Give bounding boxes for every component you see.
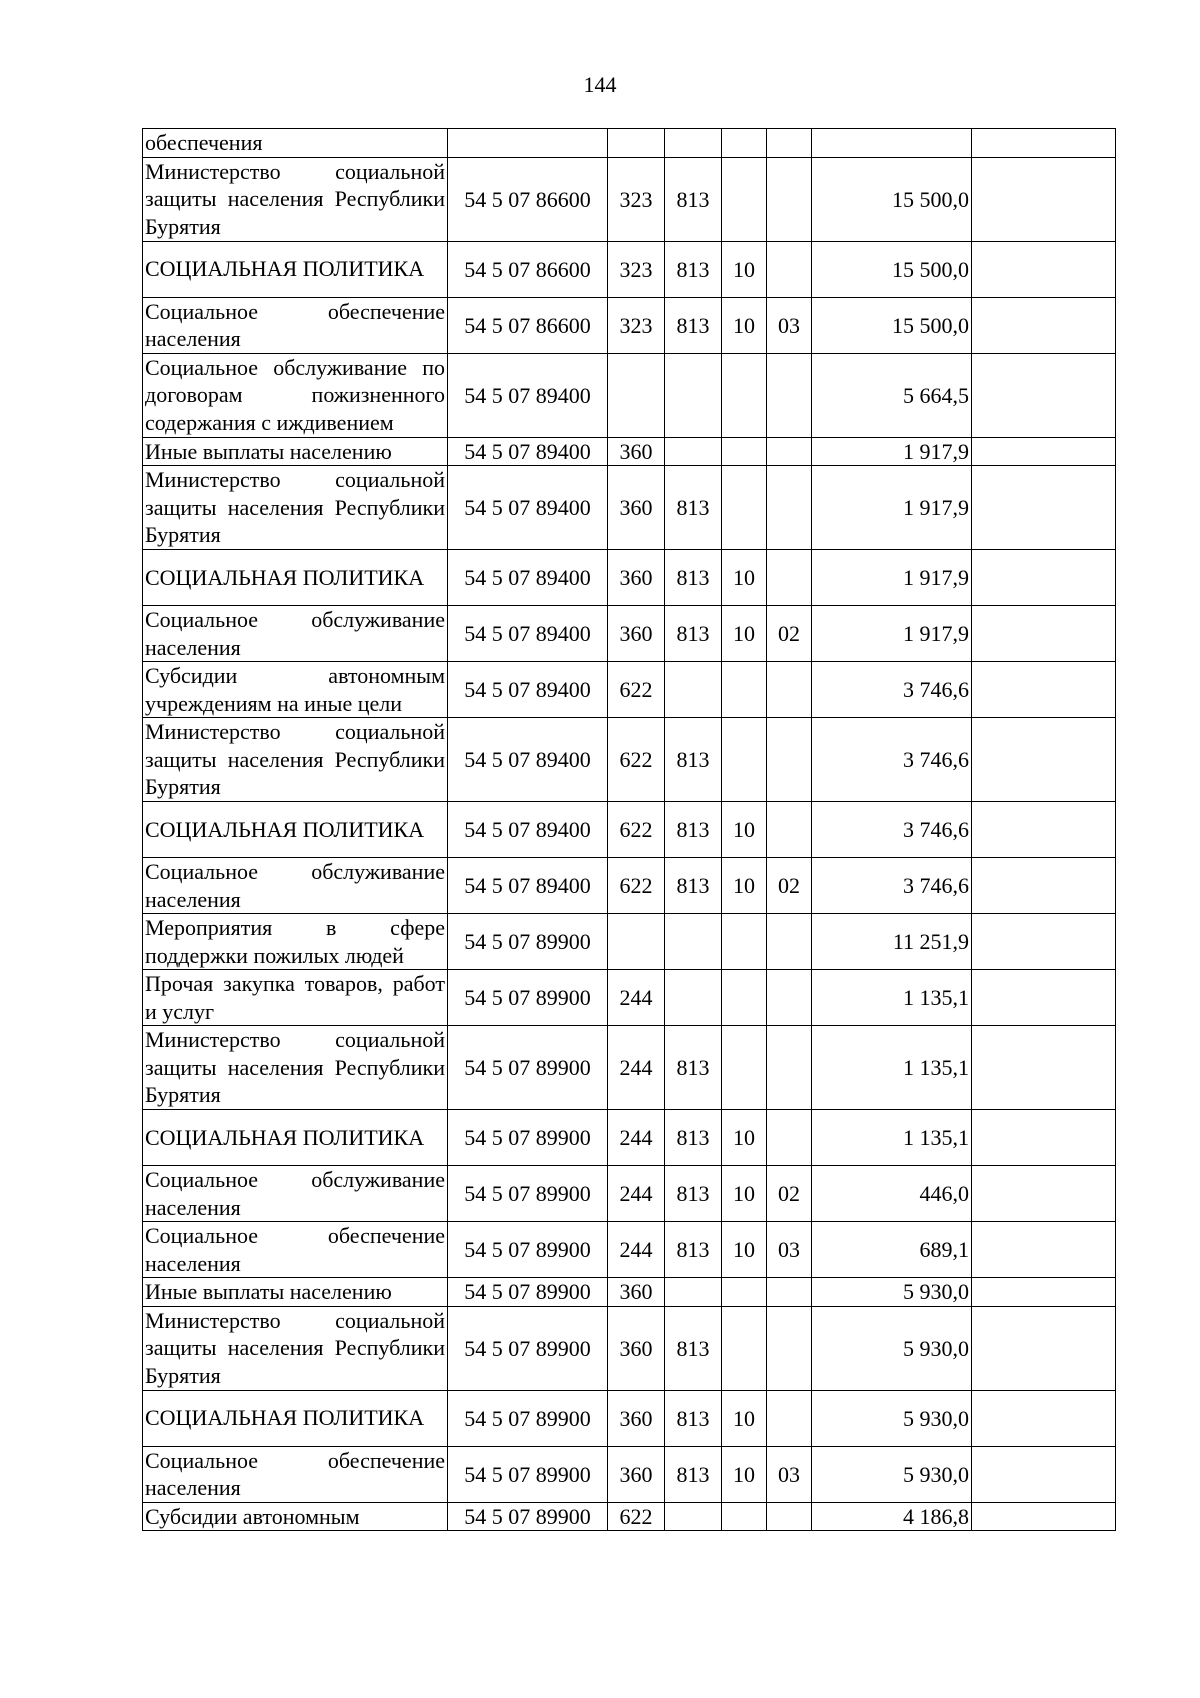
row-ministry-code: 813	[665, 1390, 722, 1446]
row-name: Прочая закупка товаров, работ и услуг	[143, 970, 448, 1026]
row-name: Иные выплаты населению	[143, 1278, 448, 1307]
row-ministry-code	[665, 1278, 722, 1307]
row-section: 10	[722, 802, 767, 858]
row-amount: 446,0	[812, 1166, 972, 1222]
row-subsection	[767, 466, 812, 550]
row-subsection	[767, 129, 812, 158]
row-expense-type: 360	[608, 606, 665, 662]
row-name: Социальное обеспечение населения	[143, 1222, 448, 1278]
row-ministry-code: 813	[665, 606, 722, 662]
row-target-article: 54 5 07 89400	[448, 353, 608, 437]
row-extra	[972, 662, 1116, 718]
row-name: Иные выплаты населению	[143, 437, 448, 466]
row-extra	[972, 550, 1116, 606]
row-extra	[972, 353, 1116, 437]
row-amount: 1 917,9	[812, 466, 972, 550]
row-extra	[972, 129, 1116, 158]
row-expense-type: 244	[608, 1166, 665, 1222]
row-amount: 3 746,6	[812, 858, 972, 914]
row-amount: 5 930,0	[812, 1390, 972, 1446]
table-row	[143, 1390, 1116, 1446]
row-ministry-code: 813	[665, 466, 722, 550]
row-amount	[812, 129, 972, 158]
row-extra	[972, 466, 1116, 550]
row-extra	[972, 858, 1116, 914]
table-row	[143, 1110, 1116, 1166]
row-ministry-code: 813	[665, 1026, 722, 1110]
row-ministry-code	[665, 437, 722, 466]
row-target-article: 54 5 07 89900	[448, 1390, 608, 1446]
row-amount: 5 664,5	[812, 353, 972, 437]
row-amount: 3 746,6	[812, 802, 972, 858]
row-target-article: 54 5 07 89900	[448, 1166, 608, 1222]
row-amount: 1 917,9	[812, 437, 972, 466]
row-name: Социальное обслуживание по договорам пожизненного содержания с иждивением	[143, 353, 448, 437]
table-row	[143, 1222, 1116, 1278]
row-section	[722, 970, 767, 1026]
row-amount: 1 135,1	[812, 1110, 972, 1166]
table-row	[143, 606, 1116, 662]
row-target-article: 54 5 07 89400	[448, 662, 608, 718]
row-amount: 1 135,1	[812, 1026, 972, 1110]
row-section	[722, 1278, 767, 1307]
row-amount: 4 186,8	[812, 1502, 972, 1531]
table-row	[143, 662, 1116, 718]
row-amount: 15 500,0	[812, 157, 972, 241]
table-row	[143, 1278, 1116, 1307]
table-row	[143, 157, 1116, 241]
row-extra	[972, 606, 1116, 662]
row-expense-type: 360	[608, 437, 665, 466]
row-ministry-code: 813	[665, 241, 722, 297]
row-section	[722, 157, 767, 241]
table-body	[143, 129, 1116, 1531]
row-expense-type: 622	[608, 802, 665, 858]
row-ministry-code: 813	[665, 1306, 722, 1390]
row-name: Социальное обеспечение населения	[143, 1446, 448, 1502]
row-subsection	[767, 437, 812, 466]
row-expense-type: 622	[608, 858, 665, 914]
row-expense-type: 360	[608, 466, 665, 550]
row-name: Министерство социальной защиты населения Республики Бурятия	[143, 466, 448, 550]
row-section: 10	[722, 1390, 767, 1446]
row-expense-type: 323	[608, 157, 665, 241]
row-expense-type: 244	[608, 1026, 665, 1110]
table-row	[143, 802, 1116, 858]
row-extra	[972, 1502, 1116, 1531]
row-ministry-code	[665, 1502, 722, 1531]
row-name: Субсидии автономным	[143, 1502, 448, 1531]
row-subsection: 03	[767, 1446, 812, 1502]
row-section	[722, 353, 767, 437]
row-subsection	[767, 914, 812, 970]
row-subsection	[767, 1278, 812, 1307]
row-subsection	[767, 1306, 812, 1390]
row-expense-type: 323	[608, 297, 665, 353]
row-amount: 1 135,1	[812, 970, 972, 1026]
row-expense-type	[608, 914, 665, 970]
row-section: 10	[722, 1446, 767, 1502]
row-expense-type: 360	[608, 1278, 665, 1307]
row-name: Мероприятия в сфере поддержки пожилых людей	[143, 914, 448, 970]
row-name: Министерство социальной защиты населения Республики Бурятия	[143, 157, 448, 241]
row-amount: 5 930,0	[812, 1278, 972, 1307]
row-subsection: 03	[767, 1222, 812, 1278]
row-expense-type: 244	[608, 1110, 665, 1166]
row-target-article: 54 5 07 86600	[448, 157, 608, 241]
row-section	[722, 662, 767, 718]
row-expense-type	[608, 353, 665, 437]
row-section	[722, 466, 767, 550]
row-name: Социальное обслуживание населения	[143, 1166, 448, 1222]
row-section: 10	[722, 1222, 767, 1278]
row-ministry-code	[665, 353, 722, 437]
row-name: СОЦИАЛЬНАЯ ПОЛИТИКА	[143, 1390, 448, 1446]
row-target-article: 54 5 07 89900	[448, 1026, 608, 1110]
table-row	[143, 1026, 1116, 1110]
row-ministry-code: 813	[665, 1446, 722, 1502]
row-expense-type: 360	[608, 1446, 665, 1502]
row-expense-type: 360	[608, 550, 665, 606]
row-target-article: 54 5 07 89900	[448, 914, 608, 970]
row-ministry-code	[665, 970, 722, 1026]
row-expense-type: 360	[608, 1306, 665, 1390]
row-section: 10	[722, 1110, 767, 1166]
row-name: Социальное обеспечение населения	[143, 297, 448, 353]
row-expense-type: 244	[608, 970, 665, 1026]
row-name: СОЦИАЛЬНАЯ ПОЛИТИКА	[143, 802, 448, 858]
row-extra	[972, 437, 1116, 466]
row-name: СОЦИАЛЬНАЯ ПОЛИТИКА	[143, 241, 448, 297]
row-subsection: 02	[767, 1166, 812, 1222]
row-target-article: 54 5 07 89400	[448, 466, 608, 550]
table-row	[143, 858, 1116, 914]
row-section: 10	[722, 858, 767, 914]
row-subsection: 03	[767, 297, 812, 353]
row-extra	[972, 1110, 1116, 1166]
row-ministry-code: 813	[665, 858, 722, 914]
table-row	[143, 970, 1116, 1026]
row-name: Министерство социальной защиты населения Республики Бурятия	[143, 1026, 448, 1110]
row-section	[722, 1026, 767, 1110]
row-subsection	[767, 718, 812, 802]
row-ministry-code: 813	[665, 1222, 722, 1278]
row-extra	[972, 241, 1116, 297]
row-expense-type: 360	[608, 1390, 665, 1446]
row-extra	[972, 1446, 1116, 1502]
row-amount: 15 500,0	[812, 241, 972, 297]
row-extra	[972, 718, 1116, 802]
page-number: 144	[583, 72, 617, 97]
row-extra	[972, 1278, 1116, 1307]
row-subsection	[767, 241, 812, 297]
row-subsection	[767, 970, 812, 1026]
row-extra	[972, 1390, 1116, 1446]
row-subsection	[767, 1390, 812, 1446]
row-subsection	[767, 157, 812, 241]
budget-table	[142, 128, 1116, 1531]
row-section	[722, 437, 767, 466]
row-subsection	[767, 662, 812, 718]
row-target-article: 54 5 07 86600	[448, 297, 608, 353]
row-name: Социальное обслуживание населения	[143, 858, 448, 914]
row-extra	[972, 1222, 1116, 1278]
row-amount: 5 930,0	[812, 1306, 972, 1390]
row-section	[722, 1502, 767, 1531]
row-target-article: 54 5 07 89400	[448, 718, 608, 802]
row-amount: 1 917,9	[812, 606, 972, 662]
row-ministry-code	[665, 129, 722, 158]
row-name: Министерство социальной защиты населения Республики Бурятия	[143, 1306, 448, 1390]
row-extra	[972, 1026, 1116, 1110]
row-subsection	[767, 1502, 812, 1531]
row-ministry-code: 813	[665, 802, 722, 858]
row-section	[722, 718, 767, 802]
row-target-article: 54 5 07 89900	[448, 970, 608, 1026]
table-row	[143, 550, 1116, 606]
table-row	[143, 718, 1116, 802]
row-name: СОЦИАЛЬНАЯ ПОЛИТИКА	[143, 1110, 448, 1166]
table-row	[143, 437, 1116, 466]
row-section: 10	[722, 297, 767, 353]
table-row	[143, 297, 1116, 353]
row-extra	[972, 297, 1116, 353]
row-subsection	[767, 802, 812, 858]
row-target-article	[448, 129, 608, 158]
row-extra	[972, 1306, 1116, 1390]
row-subsection	[767, 1110, 812, 1166]
row-ministry-code: 813	[665, 297, 722, 353]
row-target-article: 54 5 07 89900	[448, 1446, 608, 1502]
row-subsection	[767, 353, 812, 437]
row-section: 10	[722, 241, 767, 297]
row-section: 10	[722, 550, 767, 606]
row-extra	[972, 802, 1116, 858]
table-row	[143, 1502, 1116, 1531]
table-row	[143, 241, 1116, 297]
row-target-article: 54 5 07 89900	[448, 1306, 608, 1390]
row-name: Министерство социальной защиты населения Республики Бурятия	[143, 718, 448, 802]
table-row	[143, 466, 1116, 550]
row-expense-type: 622	[608, 1502, 665, 1531]
row-ministry-code: 813	[665, 1110, 722, 1166]
table-row	[143, 353, 1116, 437]
row-amount: 3 746,6	[812, 718, 972, 802]
row-target-article: 54 5 07 89400	[448, 437, 608, 466]
row-ministry-code: 813	[665, 718, 722, 802]
row-name: Социальное обслуживание населения	[143, 606, 448, 662]
row-target-article: 54 5 07 89900	[448, 1278, 608, 1307]
row-section: 10	[722, 606, 767, 662]
row-extra	[972, 914, 1116, 970]
row-target-article: 54 5 07 89400	[448, 858, 608, 914]
row-expense-type: 244	[608, 1222, 665, 1278]
row-ministry-code: 813	[665, 550, 722, 606]
row-amount: 5 930,0	[812, 1446, 972, 1502]
row-extra	[972, 970, 1116, 1026]
table-row	[143, 129, 1116, 158]
row-section	[722, 129, 767, 158]
row-amount: 3 746,6	[812, 662, 972, 718]
row-subsection: 02	[767, 606, 812, 662]
row-section	[722, 914, 767, 970]
row-target-article: 54 5 07 89900	[448, 1110, 608, 1166]
row-subsection: 02	[767, 858, 812, 914]
row-target-article: 54 5 07 89400	[448, 802, 608, 858]
row-ministry-code: 813	[665, 1166, 722, 1222]
row-subsection	[767, 550, 812, 606]
row-expense-type: 622	[608, 718, 665, 802]
row-name: СОЦИАЛЬНАЯ ПОЛИТИКА	[143, 550, 448, 606]
row-subsection	[767, 1026, 812, 1110]
row-target-article: 54 5 07 89900	[448, 1502, 608, 1531]
row-ministry-code	[665, 662, 722, 718]
row-target-article: 54 5 07 89400	[448, 606, 608, 662]
row-amount: 689,1	[812, 1222, 972, 1278]
row-amount: 11 251,9	[812, 914, 972, 970]
row-name: обеспечения	[143, 129, 448, 158]
table-row	[143, 1166, 1116, 1222]
row-target-article: 54 5 07 89400	[448, 550, 608, 606]
row-expense-type: 622	[608, 662, 665, 718]
row-section	[722, 1306, 767, 1390]
row-name: Субсидии автономным учреждениям на иные цели	[143, 662, 448, 718]
table-row	[143, 914, 1116, 970]
table-row	[143, 1446, 1116, 1502]
row-amount: 15 500,0	[812, 297, 972, 353]
row-ministry-code	[665, 914, 722, 970]
row-extra	[972, 157, 1116, 241]
row-expense-type: 323	[608, 241, 665, 297]
row-ministry-code: 813	[665, 157, 722, 241]
row-expense-type	[608, 129, 665, 158]
row-amount: 1 917,9	[812, 550, 972, 606]
table-row	[143, 1306, 1116, 1390]
row-target-article: 54 5 07 86600	[448, 241, 608, 297]
row-section: 10	[722, 1166, 767, 1222]
row-extra	[972, 1166, 1116, 1222]
row-target-article: 54 5 07 89900	[448, 1222, 608, 1278]
